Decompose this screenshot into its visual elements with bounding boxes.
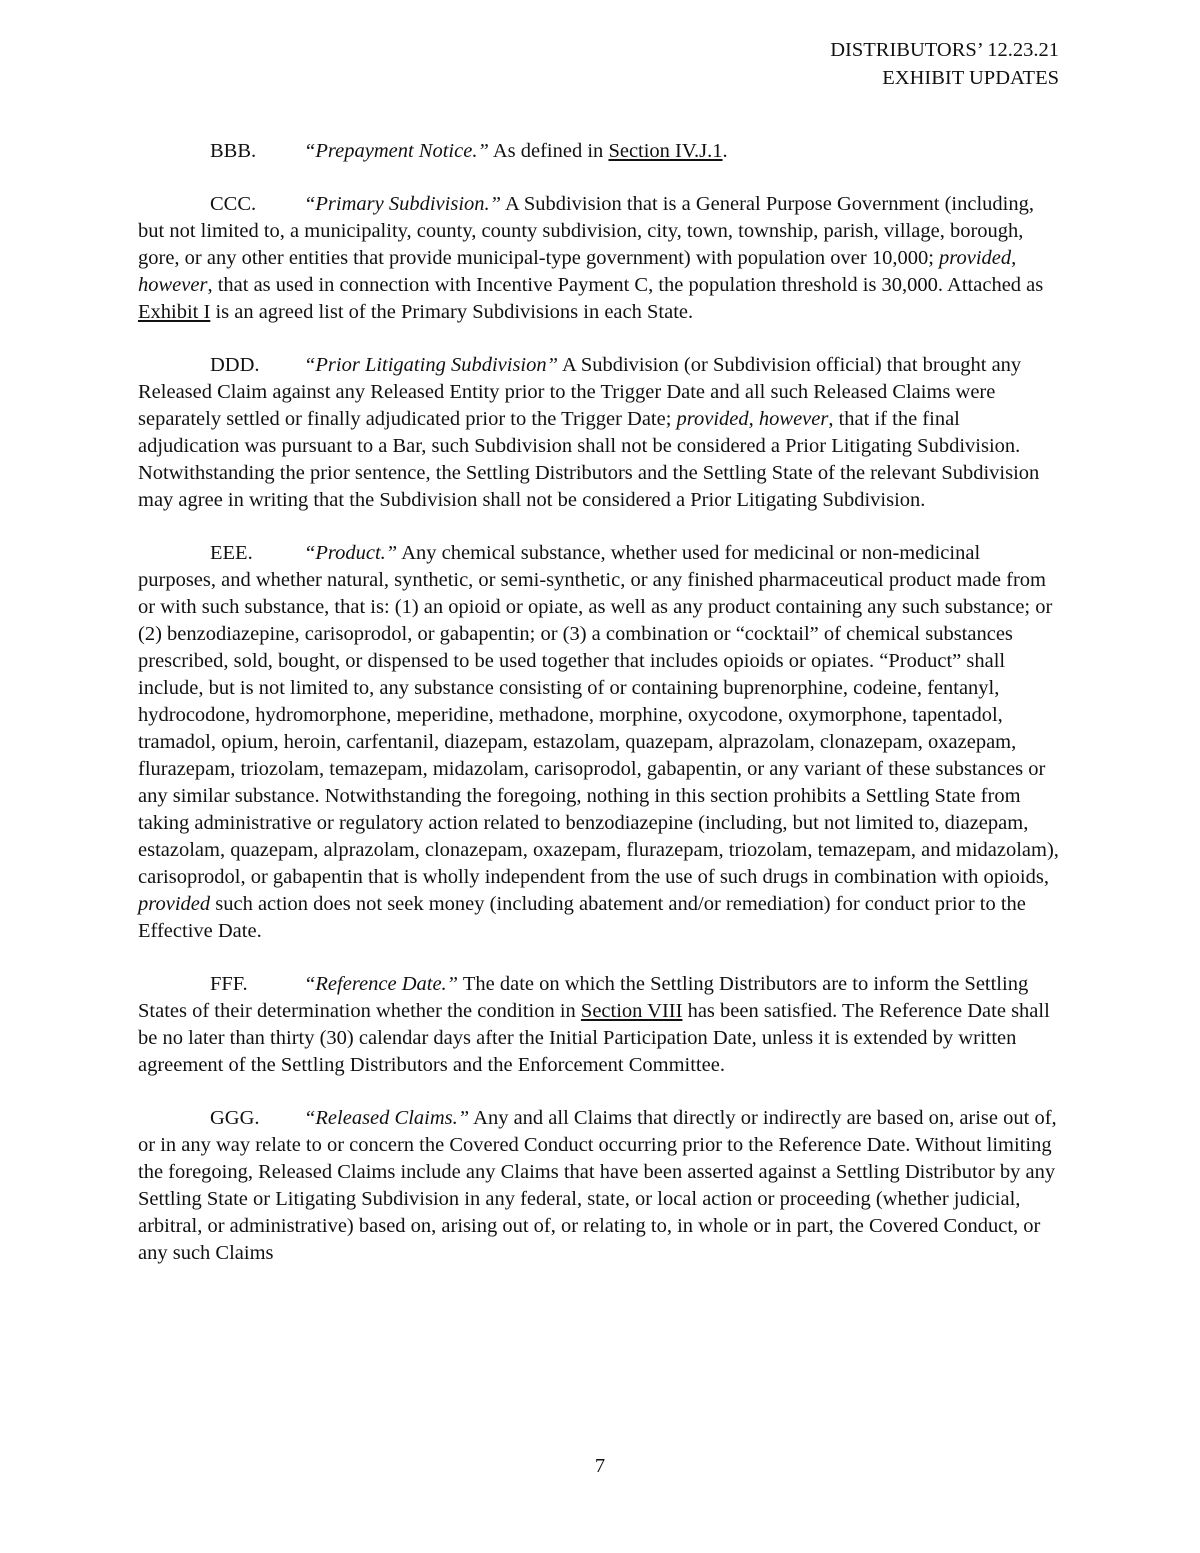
definition-text: Any and all Claims that directly or indirectly are based on, arise out of, or in any way relate to or concern the Covered Conduct occurring prior to the Reference Date. Without limiting the foregoing, Released Claims include any Claims that have been asserted against a Settling Distributor by any Settling State or Litigating Subdivision in any federal, state, or local action or proceeding (whether judicial, arbitral, or administrative) based on, arising out of, or relating to, in whole or in part, the Covered Conduct, or any such Claims — [138, 1107, 1057, 1264]
definition-text: . — [722, 140, 728, 162]
definition-ggg — [138, 1105, 1062, 1267]
definition-text: As defined in — [488, 140, 609, 162]
section-label: DDD. — [210, 354, 260, 376]
section-label: CCC. — [210, 193, 257, 215]
exhibit-reference: Exhibit I — [138, 301, 211, 323]
italic-proviso: provided, however — [138, 247, 1017, 296]
section-reference: Section IV.J.1 — [608, 140, 723, 162]
definition-text: has been satisfied. The Reference Date shall be no later than thirty (30) calendar days after the Initial Participation Date, unless it is extended by written agreement of the Settling Distributors and the Enforcement Committee. — [138, 1000, 1050, 1076]
definition-text: such action does not seek money (including abatement and/or remediation) for conduct prior to the Effective Date. — [138, 893, 1026, 942]
document-body — [138, 138, 1062, 1293]
definition-text: A Subdivision (or Subdivision official) that brought any Released Claim against any Released Entity prior to the Trigger Date and all such Released Claims were separately settled or finally adjudicated prior to the Trigger Date; — [138, 354, 1022, 430]
definition-fff — [138, 971, 1062, 1079]
page-number: 7 — [594, 1455, 606, 1477]
section-label: EEE. — [210, 542, 253, 564]
definition-text: A Subdivision that is a General Purpose Government (including, but not limited to, a municipality, county, county subdivision, city, town, township, parish, village, borough, gore, or any other entities that provide municipal-type government) with population over 10,000; — [138, 193, 1034, 269]
section-reference: Section VIII — [580, 1000, 683, 1022]
section-label: BBB. — [210, 140, 257, 162]
definition-ccc — [138, 191, 1062, 326]
defined-term: “Primary Subdivision.” — [304, 193, 502, 215]
document-header — [830, 36, 1059, 92]
section-label: FFF. — [210, 973, 248, 995]
definition-text: is an agreed list of the Primary Subdivisions in each State. — [210, 301, 694, 323]
defined-term: “Product.” — [304, 542, 398, 564]
header-line-1: DISTRIBUTORS’ 12.23.21 — [830, 39, 1059, 61]
definition-text: The date on which the Settling Distributors are to inform the Settling States of their determination whether the condition in — [138, 973, 1029, 1022]
defined-term: “Reference Date.” — [304, 973, 459, 995]
definition-text: Any chemical substance, whether used for medicinal or non-medicinal purposes, and whether natural, synthetic, or semi-synthetic, or any finished pharmaceutical product made from or with such substance, that is: (1) an opioid or opiate, as well as any product containing any such substance; or (2) benzodiazepine, carisoprodol, or gabapentin; or (3) a combination or “cocktail” of chemical substances prescribed, sold, bought, or dispensed to be used together that includes opioids or opiates. “Product” shall include, but is not limited to, any substance consisting of or containing buprenorphine, codeine, fentanyl, hydrocodone, hydromorphone, meperidine, methadone, morphine, oxycodone, oxymorphone, tapentadol, tramadol, opium, heroin, carfentanil, diazepam, estazolam, quazepam, alprazolam, clonazepam, oxazepam, flurazepam, triozolam, temazepam, midazolam, carisoprodol, gabapentin, or any variant of these substances or any similar substance. Notwithstanding the foregoing, nothing in this section prohibits a Settling State from taking administrative or regulatory action related to benzodiazepine (including, but not limited to, diazepam, estazolam, quazepam, alprazolam, clonazepam, oxazepam, flurazepam, triozolam, temazepam, and midazolam), carisoprodol, or gabapentin that is wholly independent from the use of such drugs in combination with opioids, — [138, 542, 1059, 888]
header-line-2: EXHIBIT UPDATES — [882, 67, 1059, 89]
defined-term: “Released Claims.” — [304, 1107, 470, 1129]
defined-term: “Prepayment Notice.” — [304, 140, 489, 162]
definition-eee — [138, 540, 1062, 945]
italic-proviso: provided, however — [676, 408, 829, 430]
definition-text: , that as used in connection with Incentive Payment C, the population threshold is 30,000. Attached as — [207, 274, 1044, 296]
italic-proviso: provided — [138, 893, 211, 915]
definition-ddd — [138, 352, 1062, 514]
definition-text: , that if the final adjudication was pursuant to a Bar, such Subdivision shall not be considered a Prior Litigating Subdivision. Notwithstanding the prior sentence, the Settling Distributors and the Settling State of the relevant Subdivision may agree in writing that the Subdivision shall not be considered a Prior Litigating Subdivision. — [138, 408, 1040, 511]
section-label: GGG. — [210, 1107, 260, 1129]
defined-term: “Prior Litigating Subdivision” — [304, 354, 559, 376]
definition-bbb — [138, 138, 1062, 165]
